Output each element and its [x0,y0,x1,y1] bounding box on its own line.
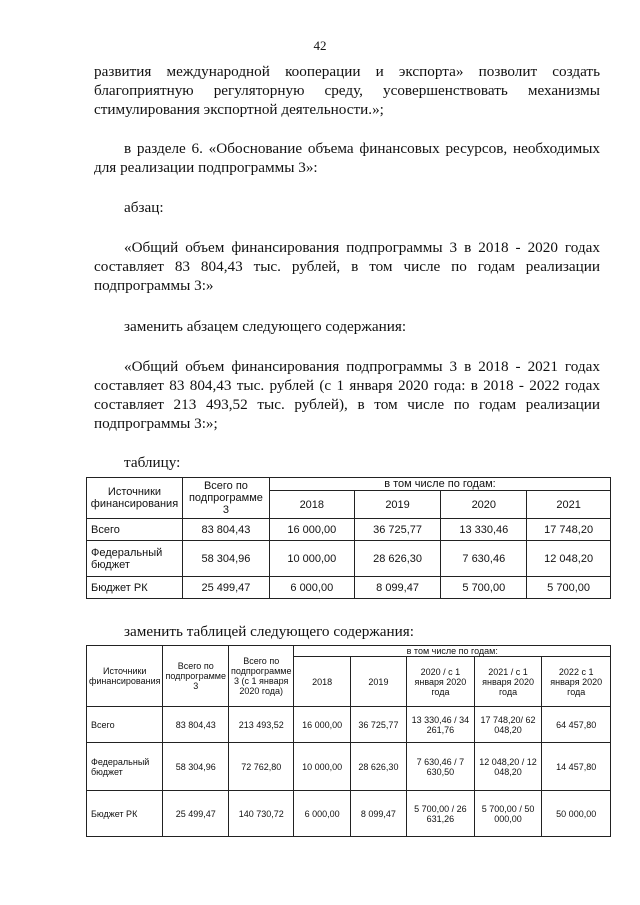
old-para-line: составляет 83 804,43 тыс. рублей, в том числе по годам реализации [94,258,600,275]
new-financing-table [86,645,611,837]
new-para-line: составляет 83 804,43 тыс. рублей (с 1 января 2020 года: в 2018 - 2022 годах [94,377,600,394]
old-financing-table [86,477,611,599]
row-value: 10 000,00 [294,743,350,791]
row-value: 50 000,00 [542,791,611,837]
header-year: 2022 с 1 января 2020 года [542,657,611,707]
row-name: Федеральный бюджет [87,743,163,791]
row-name: Федеральный бюджет [87,541,183,577]
row-value: 12 048,20 / 12 048,20 [474,743,542,791]
row-name: Бюджет РК [87,577,183,599]
section-paragraph [94,139,600,177]
table-row [87,577,611,599]
row-value: 13 330,46 / 34 261,76 [407,707,475,743]
header-total-2020: Всего по подпрограмме 3 (с 1 января 2020 года) [228,646,294,707]
header-year: 2020 [441,491,527,519]
header-years: в том числе по годам: [269,478,610,491]
table-row [87,791,611,837]
row-value: 64 457,80 [542,707,611,743]
row-value: 28 626,30 [354,541,441,577]
header-year: 2019 [354,491,441,519]
table-row [87,743,611,791]
row-value: 6 000,00 [269,577,354,599]
old-para-line: «Общий объем финансирования подпрограммы 3 в 2018 - 2020 годах [124,239,600,256]
row-value: 7 630,46 / 7 630,50 [407,743,475,791]
header-year: 2018 [294,657,350,707]
new-para-line: подпрограммы 3:»; [94,415,218,432]
row-value: 6 000,00 [294,791,350,837]
row-value: 13 330,46 [441,519,527,541]
section-line: в разделе 6. «Обоснование объема финансовых ресурсов, необходимых [124,140,600,157]
header-year: 2021 / с 1 января 2020 года [474,657,542,707]
row-value: 5 700,00 [441,577,527,599]
row-name: Бюджет РК [87,791,163,837]
row-value: 8 099,47 [354,577,441,599]
row-total-2020: 140 730,72 [228,791,294,837]
row-value: 5 700,00 / 26 631,26 [407,791,475,837]
header-year: 2019 [350,657,406,707]
row-total: 83 804,43 [182,519,269,541]
header-source: Источники финансирования [87,478,183,519]
new-para-line: «Общий объем финансирования подпрограммы 3 в 2018 - 2021 годах [124,358,600,375]
abzac-label: абзац: [124,199,164,216]
header-years: в том числе по годам: [294,646,611,657]
header-year: 2020 / с 1 января 2020 года [407,657,475,707]
header-year: 2018 [269,491,354,519]
header-source: Источники финансирования [87,646,163,707]
table-row [87,541,611,577]
section-line: для реализации подпрограммы 3»: [94,159,318,176]
page-number: 42 [313,38,327,53]
row-value: 17 748,20 [527,519,611,541]
header-total: Всего по подпрограмме 3 [163,646,229,707]
row-value: 17 748,20/ 62 048,20 [474,707,542,743]
replace-table-label: заменить таблицей следующего содержания: [124,623,414,640]
intro-line: благоприятную регуляторную среду, усовершенствовать механизмы [94,82,600,99]
row-value: 16 000,00 [269,519,354,541]
row-total: 58 304,96 [182,541,269,577]
table-label: таблицу: [124,454,181,471]
new-paragraph [94,357,600,433]
row-value: 10 000,00 [269,541,354,577]
row-value: 7 630,46 [441,541,527,577]
row-total: 25 499,47 [163,791,229,837]
row-value: 14 457,80 [542,743,611,791]
row-total: 58 304,96 [163,743,229,791]
row-name: Всего [87,519,183,541]
row-value: 36 725,77 [354,519,441,541]
header-total: Всего по подпрограмме 3 [182,478,269,519]
intro-line: стимулирования экспортной деятельности.»; [94,101,384,118]
row-name: Всего [87,707,163,743]
row-value: 5 700,00 [527,577,611,599]
row-value: 5 700,00 / 50 000,00 [474,791,542,837]
table-row [87,707,611,743]
row-total-2020: 72 762,80 [228,743,294,791]
header-year: 2021 [527,491,611,519]
row-value: 12 048,20 [527,541,611,577]
replace-paragraph-label: заменить абзацем следующего содержания: [124,318,407,335]
row-total: 83 804,43 [163,707,229,743]
row-total-2020: 213 493,52 [228,707,294,743]
row-value: 8 099,47 [350,791,406,837]
old-paragraph [94,238,600,295]
row-value: 16 000,00 [294,707,350,743]
row-total: 25 499,47 [182,577,269,599]
intro-line: развития международной кооперации и экспорта» позволит создать [94,63,600,80]
row-value: 36 725,77 [350,707,406,743]
row-value: 28 626,30 [350,743,406,791]
table-row [87,519,611,541]
old-para-line: подпрограммы 3:» [94,277,214,294]
intro-paragraph [94,62,600,119]
new-para-line: составляет 213 493,52 тыс. рублей), в том числе по годам реализации [94,396,600,413]
